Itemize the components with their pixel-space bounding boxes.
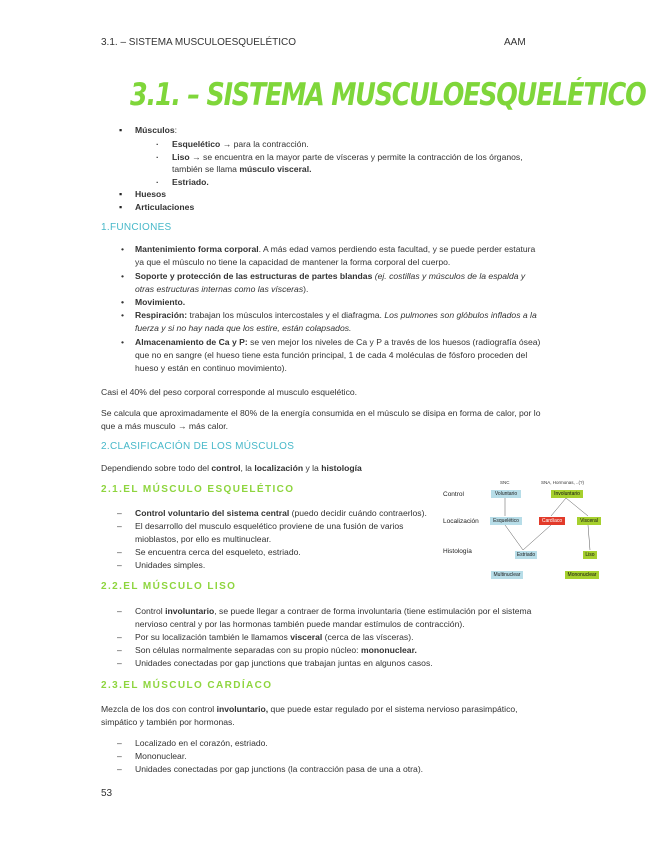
node-mononuclear: Mononuclear [565, 571, 599, 579]
funcion-5-cont2: hueso y están en continuo movimiento). [135, 363, 287, 373]
list-item-esqueletico: · Esquelético → para la contracción. [172, 138, 309, 151]
diagram-snc: SNC [500, 480, 510, 485]
diagram-sna: SNA, Hormonas, ..(?) [541, 480, 585, 485]
node-estriado: Estriado [516, 552, 536, 558]
cardiaco-item-1: – Localizado en el corazón, estriado. [135, 737, 268, 750]
funcion-3: • Movimiento. [135, 296, 185, 309]
heading-funciones: 1.FUNCIONES [101, 222, 172, 233]
funcion-2: • Soporte y protección de las estructuras de partes blandas (ej. costillas y músculos de la espalda y [135, 270, 525, 283]
paragraph-clasificacion: Dependiendo sobre todo del control, la localización y la histología [101, 463, 362, 473]
cardiaco-paragraph-cont: simpático y también por hormonas. [101, 717, 235, 727]
node-esqueletico: Esquelético [490, 517, 522, 525]
diagram-connectors [443, 478, 613, 583]
list-item-articulaciones: ▪ Articulaciones [135, 201, 194, 214]
list-item-liso-cont: también se llama músculo visceral. [172, 164, 312, 174]
liso-item-1: – Control involuntario, se puede llegar a contraer de forma involuntaria (tiene estimulación por el sistema [135, 605, 531, 618]
funcion-5: • Almacenamiento de Ca y P: se ven mejor los niveles de Ca y P a través de los huesos (radiografía ósea) [135, 336, 540, 349]
funcion-1-cont: ya que el músculo no tiene la capacidad de mantener la forma corporal del cuerpo. [135, 257, 451, 267]
heading-clasificacion: 2.CLASIFICACIÓN DE LOS MÚSCULOS [101, 441, 295, 452]
funcion-4: • Respiración: trabajan los músculos intercostales y el diafragma. Los pulmones son glóbulos inflados a la [135, 309, 537, 322]
node-involuntario: Involuntario [551, 490, 583, 498]
esq-item-2: – El desarrollo del musculo esquelético proviene de una fusión de varios [135, 520, 437, 533]
diagram-row-localizacion: Localización [443, 518, 479, 525]
node-multinuclear: Multinuclear [491, 571, 523, 579]
liso-item-2: – Por su localización también le llamamos visceral (cerca de las vísceras). [135, 631, 413, 644]
diagram-row-histologia: Histología [443, 548, 472, 555]
heading-cardiaco: 2.3.EL MÚSCULO CARDÍACO [101, 680, 273, 691]
cardiaco-item-3: – Unidades conectadas por gap junctions (la contracción pasa de una a otra). [135, 763, 423, 776]
esq-item-1: – Control voluntario del sistema central (puedo decidir cuándo contraerlos). [135, 507, 427, 520]
esq-item-2-cont: mioblastos, por ello es multinuclear. [135, 534, 272, 544]
paragraph-energia-cont: que a más musculo → más calor. [101, 421, 229, 431]
list-item-huesos: ▪ Huesos [135, 188, 166, 201]
liso-item-1-cont: nervioso central y por las hormonas también puede mandar estímulos de contracción). [135, 619, 465, 629]
page-number: 53 [101, 788, 113, 799]
list-item-liso: · Liso → se encuentra en la mayor parte de vísceras y permite la contracción de los órganos, [172, 151, 523, 164]
funcion-4-cont: fuerza y si no hay nada que los estire, están colapsados. [135, 323, 352, 333]
funcion-2-cont: otras estructuras internas como las vísceras). [135, 284, 309, 294]
node-visceral: Visceral [577, 517, 601, 525]
list-item-musculos: ▪ Músculos: [135, 124, 177, 137]
heading-esqueletico: 2.1.EL MÚSCULO ESQUELÉTICO [101, 484, 295, 495]
cardiaco-paragraph: Mezcla de los dos con control involuntario, que puede estar regulado por el sistema nervioso parasimpático, [101, 704, 518, 714]
list-item-estriado: · Estriado. [172, 176, 209, 189]
funcion-5-cont: que no en sangre (el hueso tiene esta función principal, 1 de cada 4 moléculas de fósforo proceden del [135, 350, 528, 360]
node-liso: Liso [583, 551, 597, 559]
liso-item-4: – Unidades conectadas por gap junctions que trabajan juntas en algunos casos. [135, 657, 433, 670]
page-title: 3.1. – SISTEMA MUSCULOESQUELÉTICO [130, 77, 646, 113]
node-cardiaco: Cardíaco [539, 517, 565, 525]
heading-liso: 2.2.EL MÚSCULO LISO [101, 581, 237, 592]
esq-item-3: – Se encuentra cerca del esqueleto, estriado. [135, 546, 301, 559]
classification-diagram [443, 478, 613, 583]
diagram-row-control: Control [443, 491, 464, 498]
cardiaco-item-2: – Mononuclear. [135, 750, 187, 763]
node-voluntario: Voluntario [491, 490, 521, 498]
esq-item-4: – Unidades simples. [135, 559, 205, 572]
header-chapter: 3.1. – SISTEMA MUSCULOESQUELÉTICO [101, 37, 297, 48]
paragraph-peso: Casi el 40% del peso corporal corresponde al musculo esquelético. [101, 387, 358, 397]
header-author: AAM [504, 37, 526, 48]
liso-item-3: – Son células normalmente separadas con su propio núcleo: mononuclear. [135, 644, 417, 657]
paragraph-energia: Se calcula que aproximadamente el 80% de la energía consumida en el músculo se disipa en forma de calor, por lo [101, 408, 541, 418]
funcion-1: • Mantenimiento forma corporal. A más edad vamos perdiendo esta facultad, y se puede perder estatura [135, 243, 535, 256]
